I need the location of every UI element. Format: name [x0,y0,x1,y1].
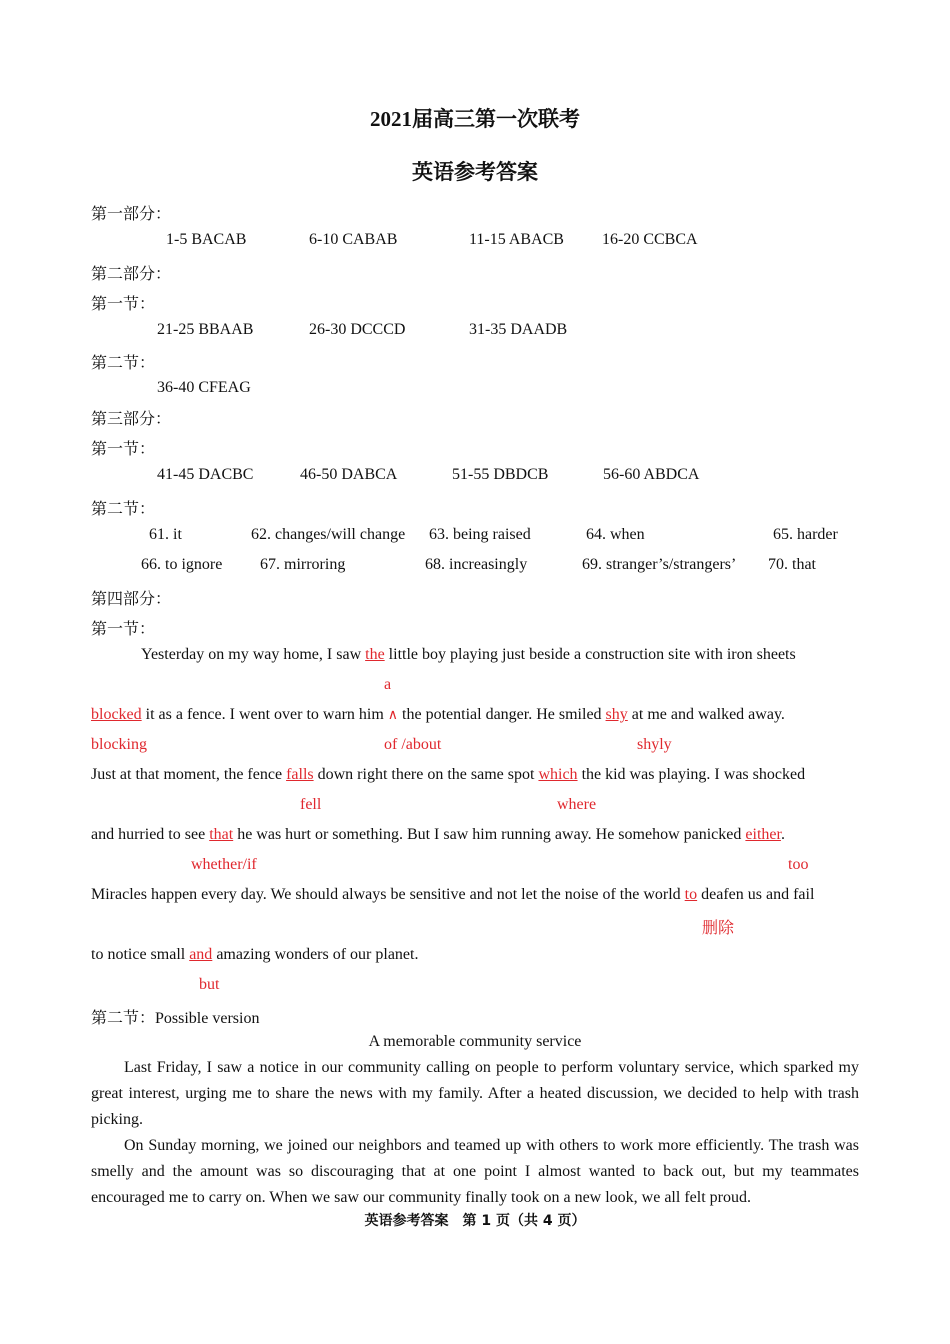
correction: of /about [384,736,442,753]
correction-line: to notice small and amazing wonders of our planet. [91,946,419,963]
essay-paragraph: Last Friday, I saw a notice in our community calling on people to perform voluntary service, which sparked my great interest, urging me to share the news with my family. After a heated discussion, we decided to help with trash picking. [91,1059,859,1128]
part4-sec2-label: 第二节：Possible version [91,1010,260,1027]
correction: 删除 [702,920,735,937]
insert-mark: ∧ [387,707,399,723]
grammar-answer: 62. changes/will change [251,526,406,543]
correction: where [557,796,597,813]
part3-sec2-label: 第二节： [91,501,156,518]
error-word: either [745,826,781,843]
grammar-answer: 63. being raised [429,526,531,543]
part1-label: 第一部分： [91,206,172,223]
part1-answer: 6-10 CABAB [309,231,398,248]
page-subtitle: 英语参考答案 [412,160,538,184]
grammar-answer: 69. stranger’s/strangers’ [582,556,737,573]
error-word: blocked [91,706,142,723]
part2-answer: 21-25 BBAAB [157,321,254,338]
part3-answer: 46-50 DABCA [300,466,398,483]
part3-answer: 56-60 ABDCA [603,466,700,483]
grammar-answer: 68. increasingly [425,556,528,573]
grammar-answer: 64. when [586,526,645,543]
grammar-answer: 70. that [768,556,816,573]
part1-answer: 11-15 ABACB [469,231,564,248]
correction: but [199,976,220,993]
correction: blocking [91,736,147,753]
correction: shyly [637,736,672,753]
correction-line: and hurried to see that he was hurt or something. But I saw him running away. He somehow panicked either. [91,826,785,843]
part1-answer: 16-20 CCBCA [602,231,698,248]
part4-sec1-label: 第一节： [91,621,156,638]
page-title: 2021届高三第一次联考 [370,107,580,131]
error-word: shy [605,706,628,723]
part2-sec2-label: 第二节： [91,355,156,372]
part1-answer: 1-5 BACAB [166,231,247,248]
part2-answer: 36-40 CFEAG [157,379,251,396]
correction-line: Miracles happen every day. We should always be sensitive and not let the noise of the world to deafen us and fail [91,886,815,903]
essay-title: A memorable community service [368,1033,582,1050]
error-word: which [538,766,578,783]
correction: whether/if [191,856,257,873]
error-word: that [209,826,234,843]
part3-answer: 41-45 DACBC [157,466,254,483]
grammar-answer: 61. it [149,526,182,543]
grammar-answer: 65. harder [773,526,838,543]
part2-answer: 26-30 DCCCD [309,321,406,338]
correction-line: Yesterday on my way home, I saw the little boy playing just beside a construction site with iron sheets [141,646,796,663]
grammar-answer: 67. mirroring [260,556,346,573]
part2-sec1-label: 第一节： [91,296,156,313]
page-footer: 英语参考答案 第 1 页（共 4 页） [364,1213,586,1229]
part2-answer: 31-35 DAADB [469,321,568,338]
part3-label: 第三部分： [91,411,172,428]
error-word: the [365,646,385,663]
part3-sec1-label: 第一节： [91,441,156,458]
part4-label: 第四部分： [91,591,172,608]
part2-label: 第二部分： [91,266,172,283]
essay-paragraph: On Sunday morning, we joined our neighbors and teamed up with others to work more efficiently. The trash was smelly and the amount was so discouraging that at one point I almost wanted to back out, but my teammates encouraged me to carry on. When we saw our community finally took on a new look, we all felt proud. [91,1137,859,1206]
correction: too [788,856,809,873]
correction: fell [300,796,322,813]
part3-answer: 51-55 DBDCB [452,466,549,483]
correction-line: blocked it as a fence. I went over to warn him ∧ the potential danger. He smiled shy at me and walked away. [91,706,785,723]
grammar-answer: 66. to ignore [141,556,223,573]
correction: a [384,676,392,693]
error-word: to [684,886,698,903]
error-word: and [189,946,213,963]
correction-line: Just at that moment, the fence falls down right there on the same spot which the kid was playing. I was shocked [91,766,806,783]
error-word: falls [286,766,314,783]
